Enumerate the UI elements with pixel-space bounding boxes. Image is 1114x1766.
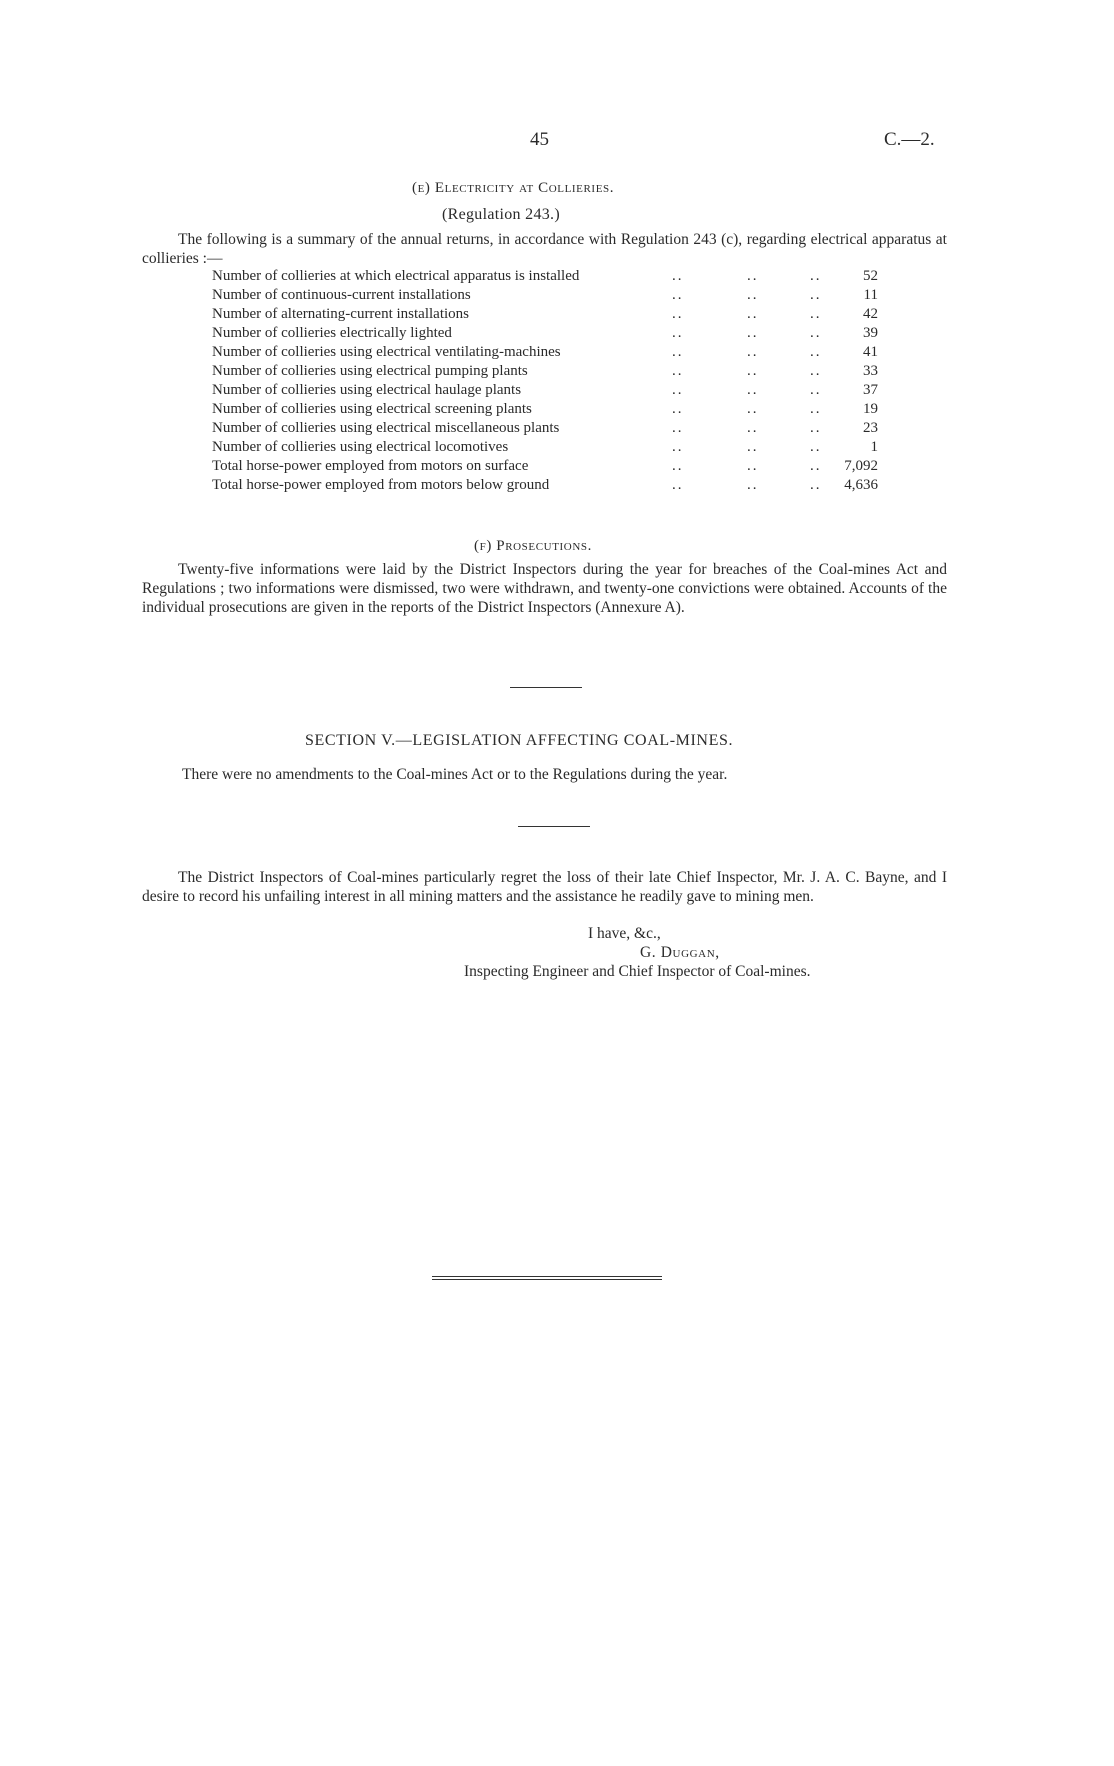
leader-dots: .. [747, 420, 759, 436]
table-row [212, 400, 878, 419]
row-label: Number of alternating-current installations [212, 306, 469, 322]
leader-dots: .. [810, 325, 822, 341]
row-value: 52 [863, 268, 878, 284]
leader-dots: .. [672, 344, 684, 360]
leader-dots: .. [672, 458, 684, 474]
leader-dots: .. [747, 401, 759, 417]
section-e-heading: (e) Electricity at Collieries. [412, 180, 615, 196]
leader-dots: .. [747, 363, 759, 379]
table-row [212, 362, 878, 381]
row-label: Number of collieries using electrical pumping plants [212, 363, 528, 379]
leader-dots: .. [810, 344, 822, 360]
electricity-summary-table [212, 267, 878, 495]
row-label: Total horse-power employed from motors on surface [212, 458, 529, 474]
row-value: 41 [863, 344, 878, 360]
leader-dots: .. [672, 439, 684, 455]
separator-rule [510, 687, 582, 688]
row-value: 7,092 [844, 458, 878, 474]
document-reference: C.—2. [884, 129, 935, 150]
leader-dots: .. [810, 401, 822, 417]
row-label: Number of collieries at which electrical apparatus is installed [212, 268, 580, 284]
leader-dots: .. [747, 306, 759, 322]
leader-dots: .. [810, 268, 822, 284]
leader-dots: .. [747, 439, 759, 455]
signatory-title: Inspecting Engineer and Chief Inspector of Coal-mines. [464, 963, 811, 980]
signatory-name: G. Duggan, [640, 944, 720, 961]
table-row [212, 438, 878, 457]
table-row [212, 286, 878, 305]
leader-dots: .. [747, 477, 759, 493]
row-label: Number of collieries using electrical haulage plants [212, 382, 522, 398]
row-value: 19 [863, 401, 878, 417]
leader-dots: .. [672, 401, 684, 417]
leader-dots: .. [672, 477, 684, 493]
row-label: Number of collieries using electrical ventilating-machines [212, 344, 561, 360]
leader-dots: .. [810, 477, 822, 493]
table-row [212, 305, 878, 324]
leader-dots: .. [672, 325, 684, 341]
row-label: Number of collieries using electrical screening plants [212, 401, 532, 417]
section-e-subheading: (Regulation 243.) [442, 206, 560, 223]
row-value: 4,636 [844, 477, 878, 493]
leader-dots: .. [672, 382, 684, 398]
separator-rule [518, 826, 590, 827]
leader-dots: .. [672, 363, 684, 379]
leader-dots: .. [747, 458, 759, 474]
leader-dots: .. [810, 458, 822, 474]
row-label: Number of collieries electrically lighted [212, 325, 452, 341]
row-label: Total horse-power employed from motors below ground [212, 477, 550, 493]
salutation: I have, &c., [588, 925, 661, 942]
leader-dots: .. [747, 287, 759, 303]
row-label: Number of collieries using electrical miscellaneous plants [212, 420, 560, 436]
section-f-heading: (f) Prosecutions. [474, 538, 592, 554]
leader-dots: .. [810, 363, 822, 379]
table-row [212, 457, 878, 476]
row-value: 39 [863, 325, 878, 341]
leader-dots: .. [810, 382, 822, 398]
leader-dots: .. [810, 420, 822, 436]
leader-dots: .. [672, 306, 684, 322]
closing-text: The District Inspectors of Coal-mines particularly regret the loss of their late Chief Inspector, Mr. J. A. C. Bayne, and I desire to record his unfailing interest in all mining matters and the assistance he readily gave to mining men. [142, 869, 947, 905]
row-value: 23 [863, 420, 878, 436]
section-v-title: SECTION V.—LEGISLATION AFFECTING COAL-MINES. [305, 732, 734, 749]
section-f-text: Twenty-five informations were laid by the District Inspectors during the year for breaches of the Coal-mines Act and Regulations ; two informations were dismissed, two were withdrawn, and twenty-one convictions were obtained. Accounts of the individual prosecutions are given in the reports of the District Inspectors (Annexure A). [142, 561, 947, 616]
row-label: Number of continuous-current installations [212, 287, 471, 303]
row-value: 33 [863, 363, 878, 379]
leader-dots: .. [747, 344, 759, 360]
leader-dots: .. [747, 325, 759, 341]
page-number: 45 [530, 129, 549, 150]
leader-dots: .. [810, 306, 822, 322]
leader-dots: .. [747, 382, 759, 398]
leader-dots: .. [810, 439, 822, 455]
row-value: 37 [863, 382, 878, 398]
table-row [212, 324, 878, 343]
table-row [212, 343, 878, 362]
section-v-text: There were no amendments to the Coal-mines Act or to the Regulations during the year. [182, 766, 728, 783]
row-value: 1 [870, 439, 878, 455]
table-row [212, 381, 878, 400]
table-row [212, 419, 878, 438]
end-rule [432, 1276, 662, 1277]
table-row [212, 267, 878, 286]
row-value: 11 [863, 287, 878, 303]
row-value: 42 [863, 306, 878, 322]
section-e-intro: The following is a summary of the annual returns, in accordance with Regulation 243 (c), regarding electrical apparatus at collieries :— [142, 231, 947, 267]
leader-dots: .. [672, 420, 684, 436]
row-label: Number of collieries using electrical locomotives [212, 439, 509, 455]
table-row [212, 476, 878, 495]
leader-dots: .. [747, 268, 759, 284]
leader-dots: .. [810, 287, 822, 303]
leader-dots: .. [672, 268, 684, 284]
leader-dots: .. [672, 287, 684, 303]
